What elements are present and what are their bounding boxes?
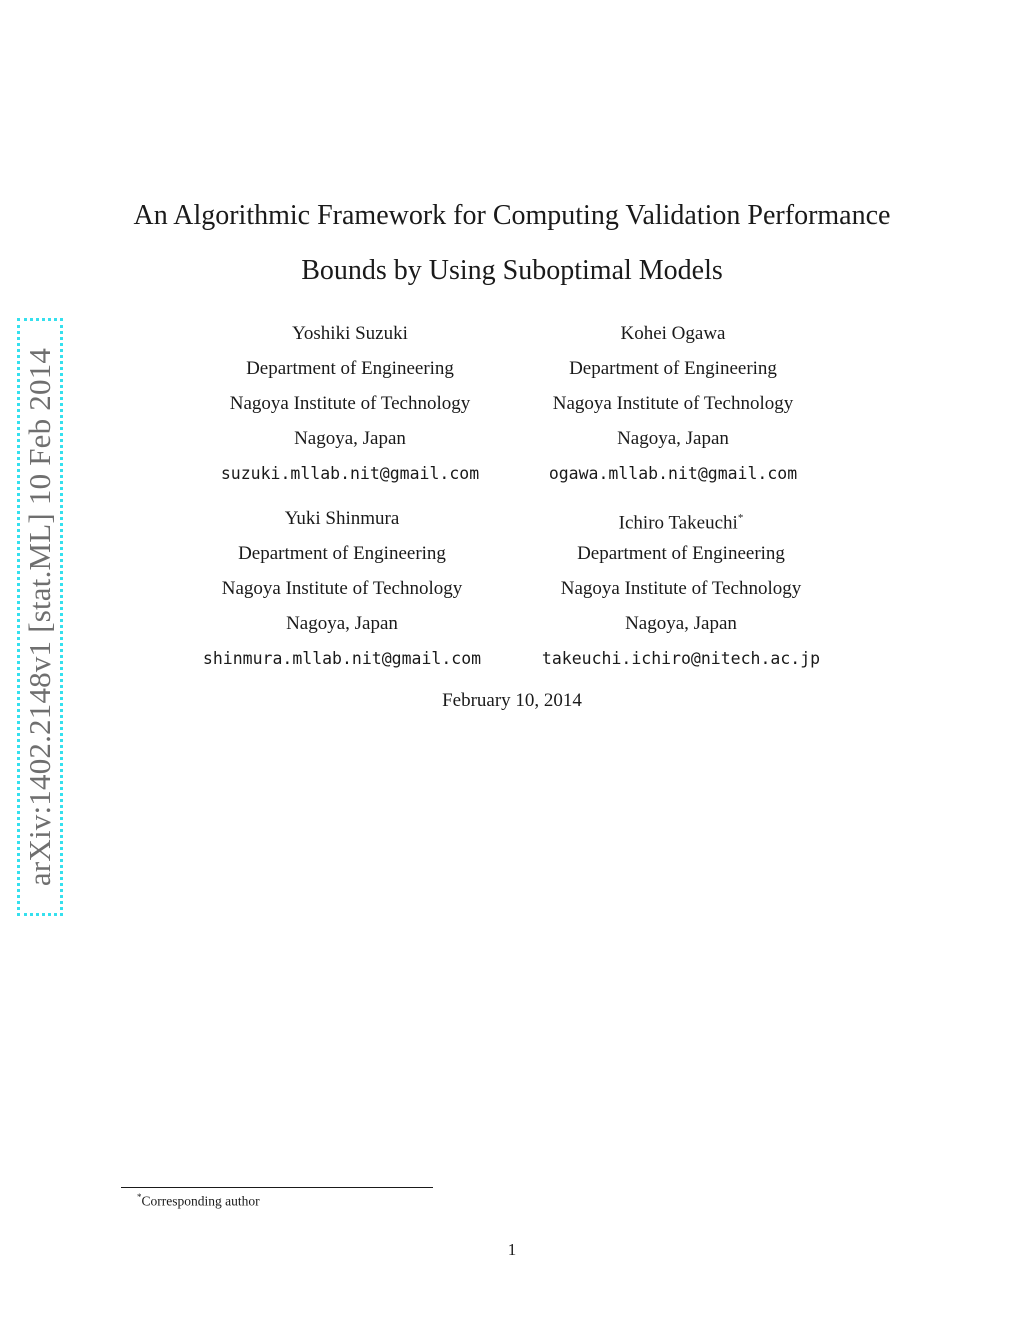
author-block-takeuchi [511,501,851,676]
author-block-ogawa [503,316,843,491]
author-email: takeuchi.ichiro@nitech.ac.jp [541,649,821,668]
author-institution: Nagoya Institute of Technology [229,393,471,414]
author-department: Department of Engineering [577,543,785,564]
author-institution: Nagoya Institute of Technology [560,578,802,599]
author-department: Department of Engineering [569,358,777,379]
author-block-suzuki [180,316,520,491]
corresponding-author-marker: * [737,512,744,524]
arxiv-identifier: arXiv:1402.2148v1 [stat.ML] 10 Feb 2014 [22,347,57,887]
author-department: Department of Engineering [246,358,454,379]
author-email: suzuki.mllab.nit@gmail.com [220,464,480,483]
author-name: Yoshiki Suzuki [292,323,408,344]
author-email: shinmura.mllab.nit@gmail.com [202,649,482,668]
footnote-marker: * [137,1192,142,1202]
publication-date: February 10, 2014 [442,690,582,711]
author-department: Department of Engineering [238,543,446,564]
author-location: Nagoya, Japan [294,428,406,449]
arxiv-stamp [17,318,63,916]
author-institution: Nagoya Institute of Technology [221,578,463,599]
author-location: Nagoya, Japan [617,428,729,449]
footnote [137,1192,260,1210]
paper-title-line-1: An Algorithmic Framework for Computing Validation Performance [133,200,891,231]
author-name-line [511,501,851,536]
page-number: 1 [507,1240,517,1259]
author-location: Nagoya, Japan [286,613,398,634]
paper-title-line-2: Bounds by Using Suboptimal Models [301,255,723,286]
author-institution: Nagoya Institute of Technology [552,393,794,414]
author-name: Kohei Ogawa [620,323,726,344]
author-name: Yuki Shinmura [284,508,400,529]
footnote-text: Corresponding author [141,1193,260,1209]
author-block-shinmura [172,501,512,676]
author-name: Ichiro Takeuchi [618,512,738,534]
author-email: ogawa.mllab.nit@gmail.com [548,464,798,483]
author-location: Nagoya, Japan [625,613,737,634]
footnote-rule [121,1187,433,1188]
